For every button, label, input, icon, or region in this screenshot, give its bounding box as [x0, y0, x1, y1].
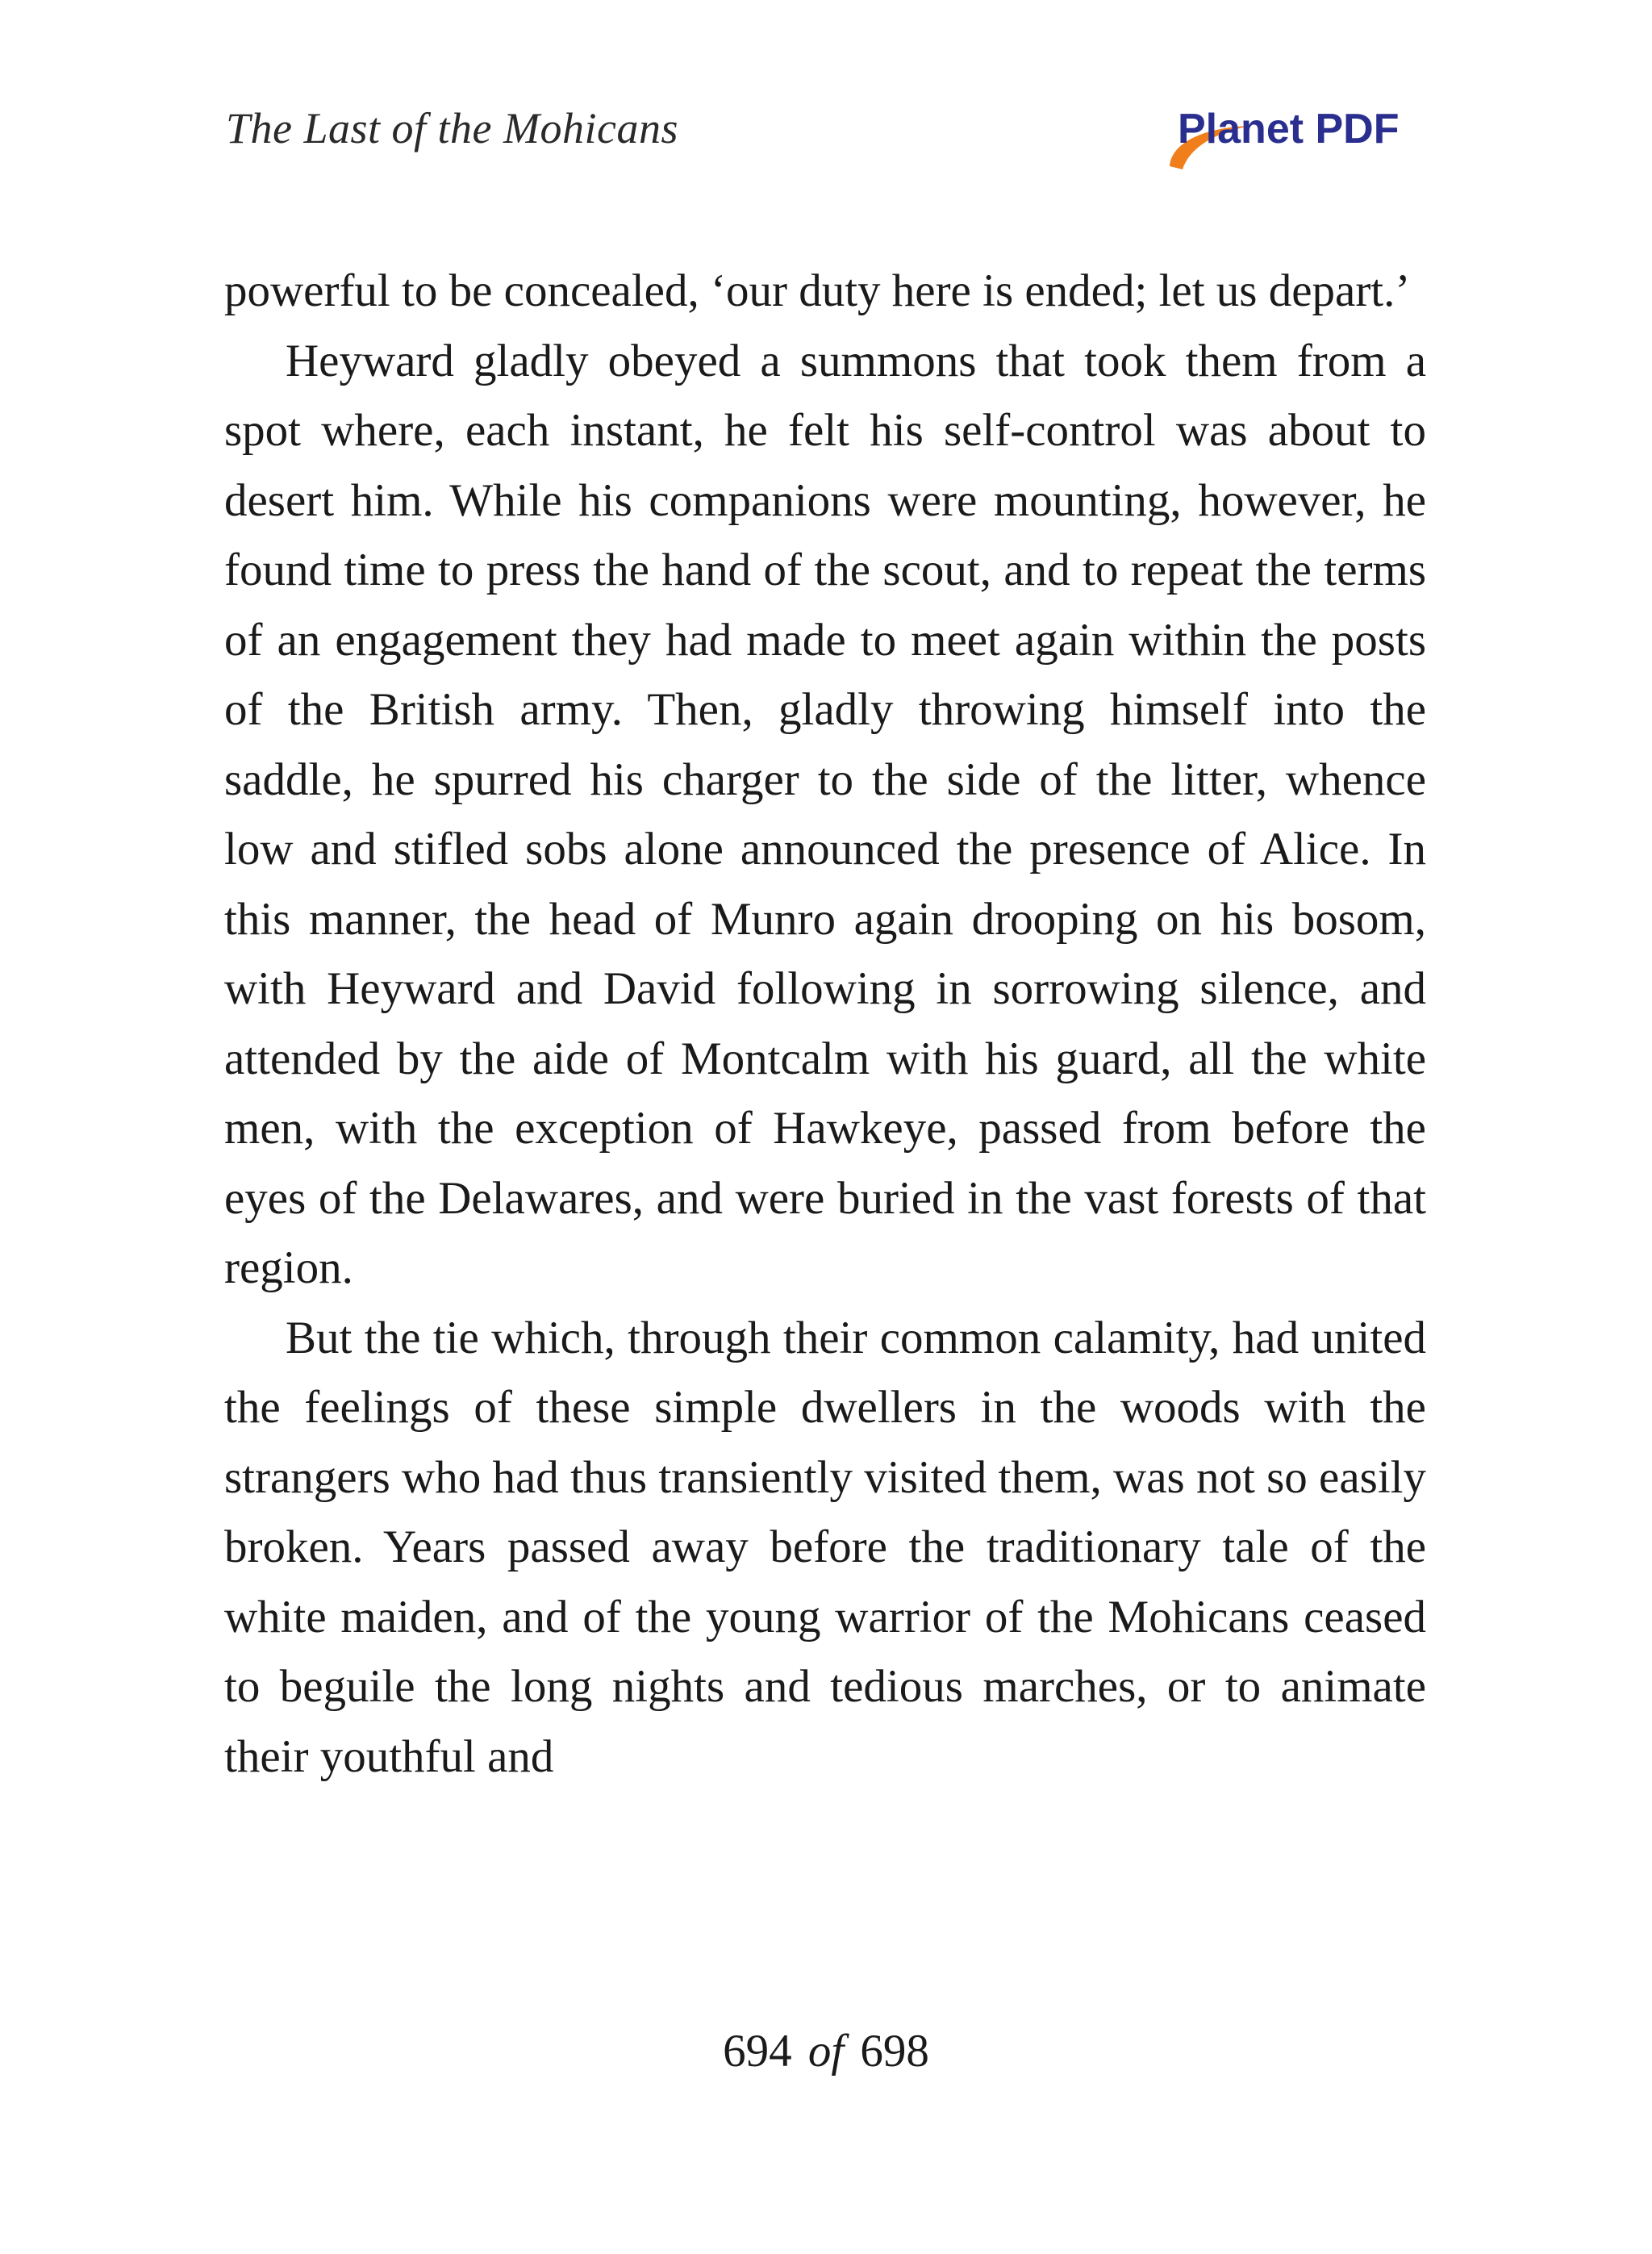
running-book-title: The Last of the Mohicans — [226, 104, 678, 152]
page-footer — [0, 2025, 1652, 2077]
paragraph-heyward-departure: Heyward gladly obeyed a summons that took them from a spot where, each instant, he felt his self-control was about to desert him. While his companions were mounting, however, he found time to press the hand of the scout, and to repeat the terms of an engagement they had made to meet again within the posts of the British army. Then, gladly throwing himself into the saddle, he spurred his charger to the side of the litter, whence low and stifled sobs alone announced the presence of Alice. In this manner, the head of Munro again drooping on his bosom, with Heyward and David following in sorrowing silence, and attended by the aide of Montcalm with his guard, all the white men, with the exception of Hawkeye, passed from before the eyes of the Delawares, and were buried in the vast forests of that region. — [224, 335, 1426, 1293]
current-page-number: 694 — [723, 2026, 792, 2077]
planet-pdf-logo[interactable] — [1162, 105, 1428, 169]
page-of-label: of — [807, 2026, 845, 2077]
body-text — [224, 257, 1426, 1792]
logo-text: Planet PDF — [1178, 106, 1400, 152]
paragraph-tie-broken: But the tie which, through their common calamity, had united the feelings of these simple dwellers in the woods with the strangers who had thus transiently visited them, was not so easily broken. Years passed away before the traditionary tale of the white maiden, and of the young warrior of the Mohicans ceased to beguile the long nights and tedious marches, or to animate their youthful and — [224, 1312, 1426, 1782]
paragraph-continuation: powerful to be concealed, ‘our duty here is ended; let us depart.’ — [224, 265, 1411, 316]
total-page-count: 698 — [860, 2026, 929, 2077]
